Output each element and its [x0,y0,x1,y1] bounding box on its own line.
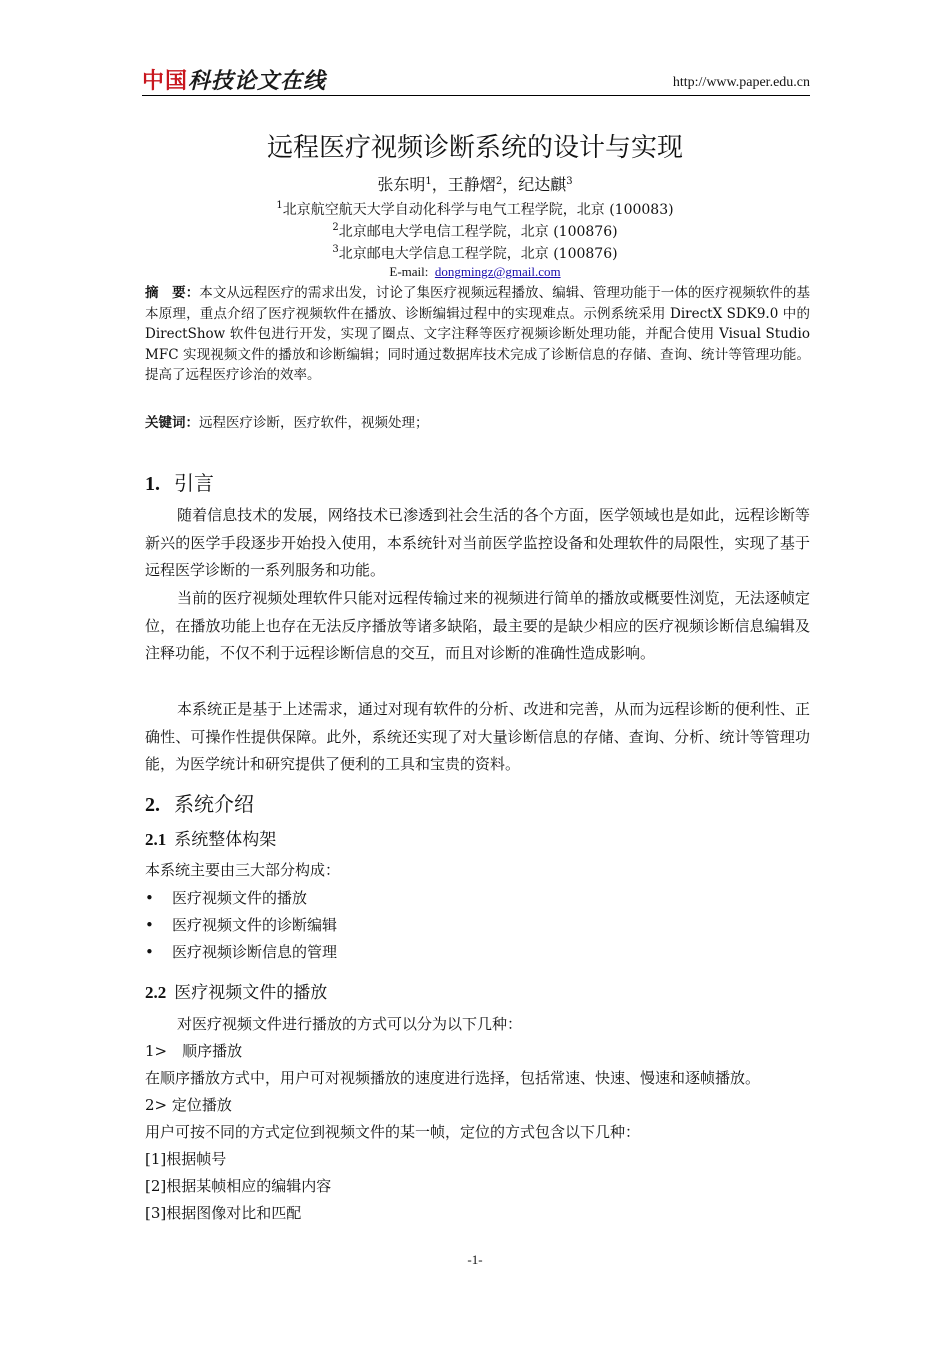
subsection-heading: 2.1 系统整体构架 [145,830,277,850]
list-item: 1> 顺序播放 [145,1042,243,1060]
page-header [142,62,810,94]
header-url[interactable]: http://www.paper.edu.cn [672,75,810,90]
contact-email: E-mail: dongmingz@gmail.com [389,264,561,279]
author-name: 王静熠 [447,175,496,194]
author-name: 纪达麒 [518,175,567,194]
abstract-label: 摘 要： [145,285,200,301]
email-link[interactable]: dongmingz@gmail.com [434,264,561,279]
list-item: • 医疗视频文件的播放 [145,889,308,907]
paragraph: 当前的医疗视频处理软件只能对远程传输过来的视频进行简单的播放或概要性浏览，无法逐帧定位，在播放功能上也存在无法反序播放等诸多缺陷，最主要的是缺少相应的医疗视频诊断信息编辑及注释功能，不仅不利于远程诊断信息的交互，而且对诊断的准确性造成影响。 [145,589,810,663]
paragraph-line: 在顺序播放方式中，用户可对视频播放的速度进行选择，包括常速、快速、慢速和逐帧播放。 [145,1069,761,1087]
abstract [145,283,810,386]
list-item: • 医疗视频文件的诊断编辑 [145,916,338,934]
keywords [145,411,810,431]
affiliation: $^3$北京邮电大学信息工程学院，北京 (100876) [332,244,618,262]
author-list: 张东明$^1$，王静熠$^2$，纪达麒$^3$ [377,175,573,194]
abstract-text: 本文从远程医疗的需求出发，讨论了集医疗视频远程播放、编辑、管理功能于一体的医疗视频软件的基本原理，重点介绍了医疗视频软件在播放、诊断编辑过程中的实现难点。示例系统采用 DirectX SDK9.0 中的 DirectShow 软件包进行开发，实现了圈点、文字注释等医疗视频诊断处理功能，并配合使用 Visual Studio MFC 实现视频文件的播放和诊断编辑；同时通过数据库技术完成了诊断信息的存储、查询、统计等管理功能。提高了远程医疗诊治的效率。 [145,285,811,383]
paragraph-line: 用户可按不同的方式定位到视频文件的某一帧，定位的方式包含以下几种： [145,1123,641,1141]
header-divider [142,95,810,96]
affiliation: $^2$北京邮电大学电信工程学院，北京 (100876) [332,222,618,240]
page-number: -1- [467,1252,483,1267]
list-item: • 医疗视频诊断信息的管理 [145,943,338,961]
paragraph-line: 对医疗视频文件进行播放的方式可以分为以下几种： [177,1015,523,1033]
list-item: [2]根据某帧相应的编辑内容 [145,1177,332,1195]
journal-logo: 中国科技论文在线 [142,69,327,94]
section-heading: 1. 引言 [145,471,214,495]
paragraph-line: 本系统主要由三大部分构成： [145,861,341,879]
keywords-text: 远程医疗诊断，医疗软件，视频处理； [199,415,429,431]
paper-title: 远程医疗视频诊断系统的设计与实现 [266,133,683,163]
paragraph: 随着信息技术的发展，网络技术已渗透到社会生活的各个方面，医学领域也是如此，远程诊断等新兴的医学手段逐步开始投入使用，本系统针对当前医学监控设备和处理软件的局限性，实现了基于远程医学诊断的一系列服务和功能。 [145,506,810,580]
list-item: [3]根据图像对比和匹配 [145,1204,302,1222]
section-heading: 2. 系统介绍 [145,792,254,816]
keywords-label: 关键词： [145,415,199,431]
author-name: 张东明 [377,175,426,194]
subsection-heading: 2.2 医疗视频文件的播放 [145,983,328,1003]
paragraph: 本系统正是基于上述需求，通过对现有软件的分析、改进和完善，从而为远程诊断的便利性、正确性、可操作性提供保障。此外，系统还实现了对大量诊断信息的存储、查询、分析、统计等管理功能，为医学统计和研究提供了便利的工具和宝贵的资料。 [145,700,810,774]
affiliation: $^1$北京航空航天大学自动化科学与电气工程学院，北京 (100083) [276,200,674,218]
list-item: 2> 定位播放 [145,1096,232,1114]
list-item: [1]根据帧号 [145,1150,227,1168]
